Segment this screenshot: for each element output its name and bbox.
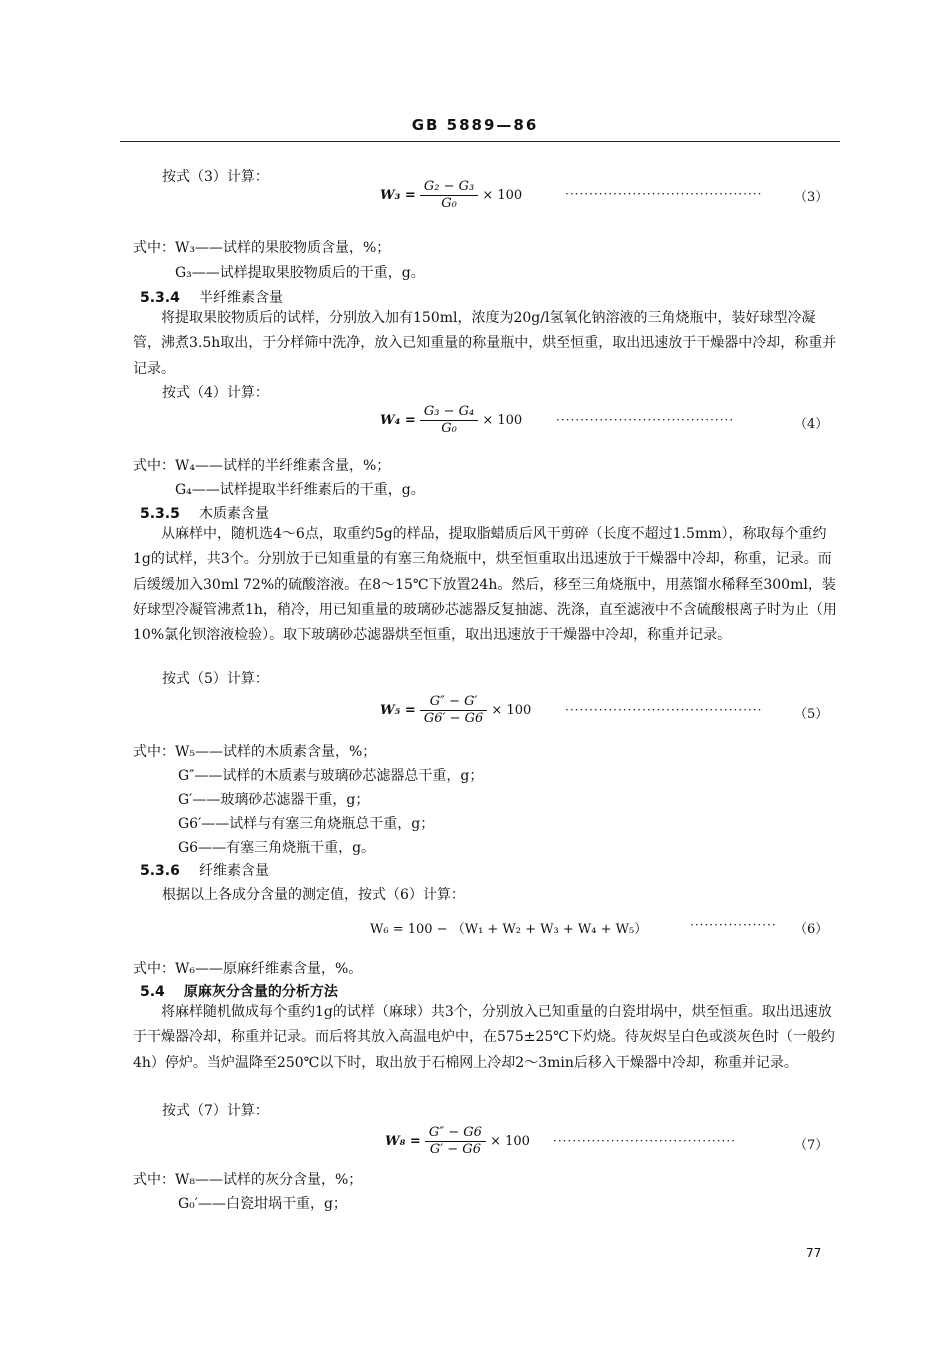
section-title: 纤维素含量 (198, 863, 269, 879)
eq3-def-w3: 式中：W₃——试样的果胶物质含量，%； (133, 240, 391, 256)
eq7-leader-dots: ······································ (553, 1134, 736, 1148)
eq7-denominator: G′ − G6 (429, 1142, 481, 1157)
eq3-lhs: W₃ = (380, 188, 416, 203)
header-rule (120, 141, 840, 142)
eq5-numerator: G″ − G′ (420, 694, 487, 711)
eq3-leader-dots: ········································· (565, 187, 763, 201)
section-5-3-4-heading (140, 287, 283, 307)
section-5-4-heading (140, 981, 338, 1001)
section-5-3-5-paragraph: 从麻样中，随机选4～6点，取重约5g的样品，提取脂蜡质后风干剪碎（长度不超过1.5mm），称取每个重约1g的试样，共3个。分别放于已知重量的有塞三角烧瓶中，烘至恒重取出迅速放于干燥器中冷却，称重，记录。而后缓缓加入30ml 72%的硫酸溶液。在8～15℃下放置24h。然后，移至三角烧瓶中，用蒸馏水稀释至300ml，装好球型冷凝管沸煮1h，稍冷，用已知重量的玻璃砂芯滤器反复抽滤、洗涤，直至滤液中不含硫酸根离子时为止（用10%氯化钡溶液检验）。取下玻璃砂芯滤器烘至恒重，取出迅速放于干燥器中冷却，称重并记录。 (133, 526, 837, 644)
eq4-def-g4: G₄——试样提取半纤维素后的干重，g。 (175, 482, 425, 498)
eq7-number: （7） (794, 1138, 829, 1153)
eq5-number: （5） (794, 707, 829, 722)
eq5-def-g6: G6——有塞三角烧瓶干重，g。 (178, 840, 376, 856)
page-number: 77 (806, 1246, 822, 1260)
eq4-lhs: W₄ = (380, 413, 416, 428)
section-5-4-paragraph: 将麻样随机做成每个重约1g的试样（麻球）共3个，分别放入已知重量的白瓷坩埚中，烘至恒重。取出迅速放于干燥器冷却，称重并记录。而后将其放入高温电炉中，在575±25℃下灼烧。待灰烬呈白色或淡灰色时（一般约4h）停炉。当炉温降至250℃以下时，取出放于石棉网上冷却2～3min后移入干燥器中冷却，称重并记录。 (133, 1004, 835, 1071)
eq7-numerator: G″ − G6 (425, 1125, 486, 1142)
section-5-3-6-paragraph: 根据以上各成分含量的测定值，按式（6）计算： (162, 887, 465, 903)
equation-4 (380, 404, 522, 437)
eq6-def-w6: 式中：W₆——原麻纤维素含量，%。 (133, 961, 363, 977)
eq7-def-g0-prime: G₀′——白瓷坩埚干重，g； (178, 1196, 347, 1212)
eq5-def-w5: 式中：W₅——试样的木质素含量，%； (133, 744, 377, 760)
section-number: 5.3.4 (140, 290, 180, 306)
eq6-number: （6） (794, 922, 829, 937)
eq3-number: （3） (794, 190, 829, 205)
eq4-intro: 按式（4）计算： (162, 385, 269, 401)
eq3-times: × 100 (482, 188, 523, 203)
eq5-def-g-prime: G′——玻璃砂芯滤器干重，g； (178, 792, 370, 808)
eq5-def-g6-prime: G6′——试样与有塞三角烧瓶总干重，g； (178, 816, 435, 832)
equation-3 (380, 179, 522, 212)
eq5-fraction (420, 694, 487, 727)
eq4-fraction (420, 404, 478, 437)
eq3-def-g3: G₃——试样提取果胶物质后的干重，g。 (175, 265, 425, 281)
section-5-3-6-heading (140, 860, 269, 880)
eq4-times: × 100 (482, 413, 523, 428)
eq4-leader-dots: ····································· (556, 413, 735, 427)
eq5-denominator: G6′ − G6 (423, 711, 484, 726)
eq4-denominator: G₀ (441, 421, 457, 436)
eq7-fraction (425, 1125, 486, 1158)
eq5-lhs: W₅ = (380, 703, 416, 718)
section-number: 5.4 (140, 984, 165, 1000)
eq7-def-w: 式中：W₈——试样的灰分含量，%； (133, 1172, 363, 1188)
eq6-leader-dots: ·················· (690, 918, 777, 932)
section-number: 5.3.6 (140, 863, 180, 879)
section-5-3-5-heading (140, 503, 269, 523)
section-number: 5.3.5 (140, 506, 180, 522)
equation-5 (380, 694, 531, 727)
eq4-numerator: G₃ − G₄ (420, 404, 478, 421)
section-title: 原麻灰分含量的分析方法 (183, 984, 338, 1000)
eq5-def-g-double-prime: G″——试样的木质素与玻璃砂芯滤器总干重，g； (178, 768, 484, 784)
eq3-numerator: G₂ − G₃ (420, 179, 478, 196)
eq7-times: × 100 (490, 1134, 530, 1149)
eq5-leader-dots: ········································· (565, 703, 763, 717)
standard-code-header: GB 5889—86 (411, 116, 539, 134)
eq4-number: （4） (794, 417, 829, 432)
eq5-times: × 100 (491, 703, 532, 718)
eq7-intro: 按式（7）计算： (162, 1103, 269, 1119)
section-title: 木质素含量 (198, 506, 269, 522)
section-title: 半纤维素含量 (198, 290, 283, 306)
eq3-denominator: G₀ (441, 196, 457, 211)
equation-7 (385, 1125, 530, 1158)
eq5-intro: 按式（5）计算： (162, 671, 269, 687)
equation-6: W₆ = 100 − （W₁ + W₂ + W₃ + W₄ + W₅） (370, 922, 648, 937)
eq3-fraction (420, 179, 478, 212)
eq4-def-w4: 式中：W₄——试样的半纤维素含量，%； (133, 458, 391, 474)
section-5-3-4-paragraph: 将提取果胶物质后的试样，分别放入加有150ml，浓度为20g/l氢氧化钠溶液的三角烧瓶中，装好球型冷凝管，沸煮3.5h取出，于分样筛中洗净，放入已知重量的称量瓶中，烘至恒重，取出迅速放于干燥器中冷却，称重并记录。 (133, 310, 837, 377)
eq3-intro: 按式（3）计算： (162, 169, 269, 185)
eq7-lhs: W₈ = (385, 1134, 421, 1149)
